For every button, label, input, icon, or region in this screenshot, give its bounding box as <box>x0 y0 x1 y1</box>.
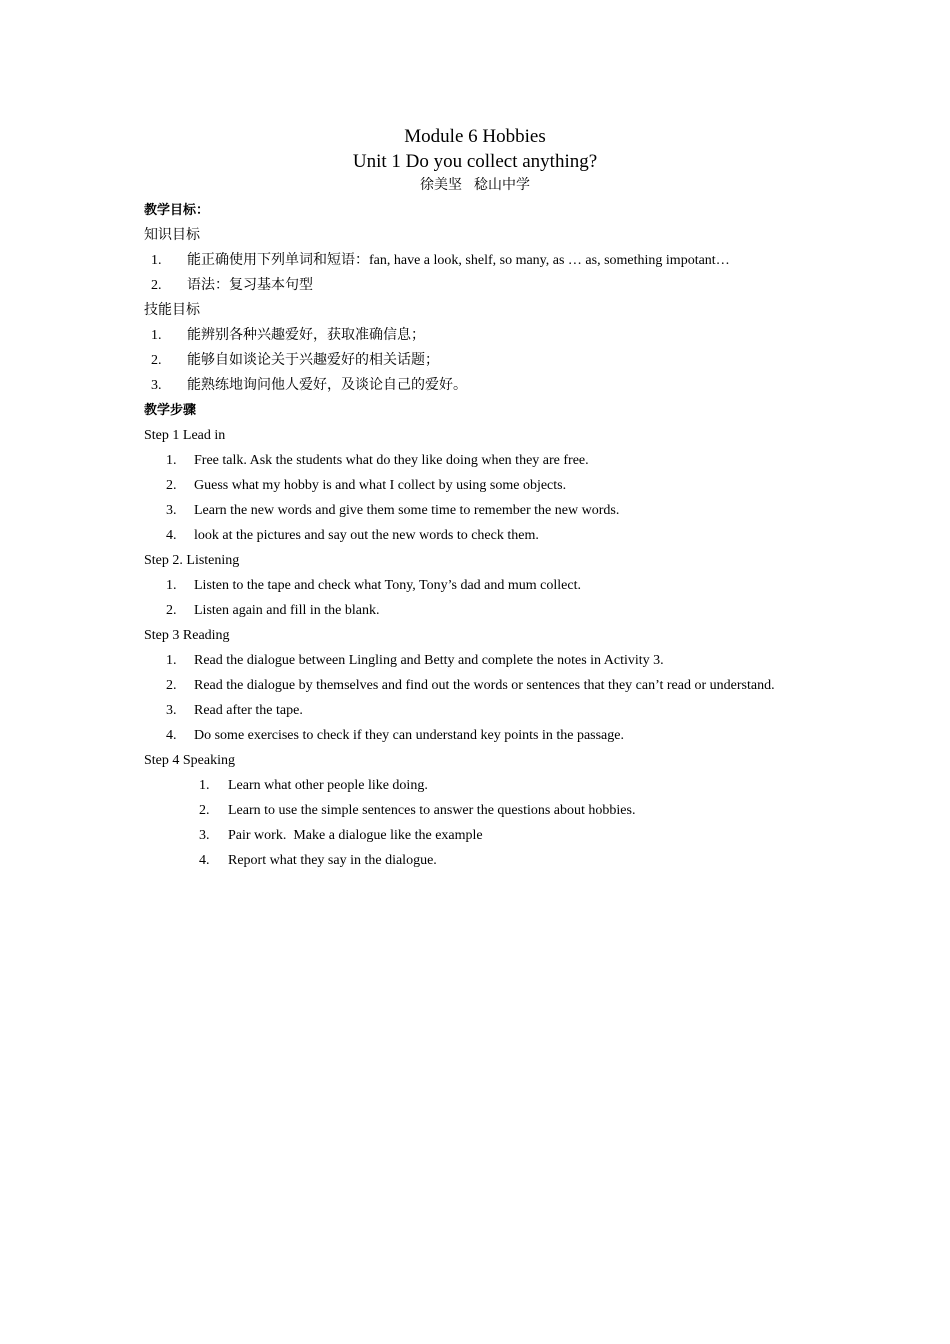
procedure-heading: 教学步骤 <box>144 403 197 418</box>
step-title: Step 4 Speaking <box>144 753 235 768</box>
list-number: 2. <box>151 353 162 368</box>
skills-heading: 技能目标 <box>144 303 200 318</box>
school-name: 稔山中学 <box>474 178 530 193</box>
step-title: Step 3 Reading <box>144 628 230 643</box>
objectives-heading: 教学目标： <box>144 203 210 218</box>
list-text: Read the dialogue by themselves and find out the words or sentences that they can’t read or understand. <box>194 678 775 693</box>
step-title: Step 1 Lead in <box>144 428 226 443</box>
list-number: 4. <box>166 528 177 543</box>
list-text: Listen to the tape and check what Tony, Tony’s dad and mum collect. <box>194 578 581 593</box>
list-item <box>144 373 824 398</box>
list-text: Listen again and fill in the blank. <box>194 603 380 618</box>
list-text: Learn what other people like doing. <box>228 778 428 793</box>
list-item <box>144 798 824 823</box>
list-text: Learn the new words and give them some time to remember the new words. <box>194 503 620 518</box>
list-number: 4. <box>166 728 177 743</box>
list-text: Guess what my hobby is and what I collect by using some objects. <box>194 478 567 493</box>
list-number: 2. <box>166 478 177 493</box>
list-item <box>144 273 824 298</box>
list-number: 3. <box>166 503 177 518</box>
list-number: 1. <box>166 453 177 468</box>
list-text: Pair work. Make a dialogue like the example <box>228 828 483 843</box>
list-number: 3. <box>166 703 177 718</box>
list-text: Read after the tape. <box>194 703 303 718</box>
list-item <box>144 848 824 873</box>
list-number: 1. <box>151 253 162 268</box>
document-page <box>144 124 824 873</box>
list-item <box>144 723 824 748</box>
list-item <box>144 348 824 373</box>
list-text: Free talk. Ask the students what do they like doing when they are free. <box>194 453 589 468</box>
module-title: Module 6 Hobbies <box>404 126 546 147</box>
list-number: 4. <box>199 853 210 868</box>
list-text: 能够自如谈论关于兴趣爱好的相关话题； <box>187 353 439 368</box>
list-text: look at the pictures and say out the new words to check them. <box>194 528 539 543</box>
list-number: 1. <box>199 778 210 793</box>
unit-title: Unit 1 Do you collect anything? <box>352 151 598 172</box>
list-number: 3. <box>199 828 210 843</box>
knowledge-heading: 知识目标 <box>144 228 200 243</box>
list-number: 1. <box>166 578 177 593</box>
list-item <box>144 448 824 473</box>
list-item <box>144 323 824 348</box>
list-item <box>144 498 824 523</box>
list-number: 2. <box>151 278 162 293</box>
list-text: Report what they say in the dialogue. <box>228 853 437 868</box>
list-item <box>144 523 824 548</box>
list-text: Read the dialogue between Lingling and Betty and complete the notes in Activity 3. <box>194 653 664 668</box>
list-number: 2. <box>199 803 210 818</box>
list-item <box>144 698 824 723</box>
list-item <box>144 773 824 798</box>
list-text: 能辨别各种兴趣爱好，获取准确信息； <box>187 328 425 343</box>
list-number: 2. <box>166 678 177 693</box>
list-text: 能正确使用下列单词和短语：fan, have a look, shelf, so many, as … as, something impotant… <box>187 253 730 268</box>
list-number: 1. <box>166 653 177 668</box>
list-item <box>144 573 824 598</box>
list-number: 3. <box>151 378 162 393</box>
list-text: Learn to use the simple sentences to answer the questions about hobbies. <box>228 803 636 818</box>
list-number: 2. <box>166 603 177 618</box>
step-title: Step 2. Listening <box>144 553 240 568</box>
list-number: 1. <box>151 328 162 343</box>
list-item <box>144 648 824 673</box>
list-item <box>144 823 824 848</box>
list-text: 能熟练地询问他人爱好，及谈论自己的爱好。 <box>187 378 467 393</box>
author-name: 徐美坚 <box>420 178 462 193</box>
list-text: Do some exercises to check if they can understand key points in the passage. <box>194 728 624 743</box>
list-item <box>144 598 824 623</box>
list-item <box>144 248 824 273</box>
list-text: 语法：复习基本句型 <box>187 278 313 293</box>
author-line <box>0 174 950 198</box>
list-item <box>144 473 824 498</box>
list-item <box>144 673 824 698</box>
